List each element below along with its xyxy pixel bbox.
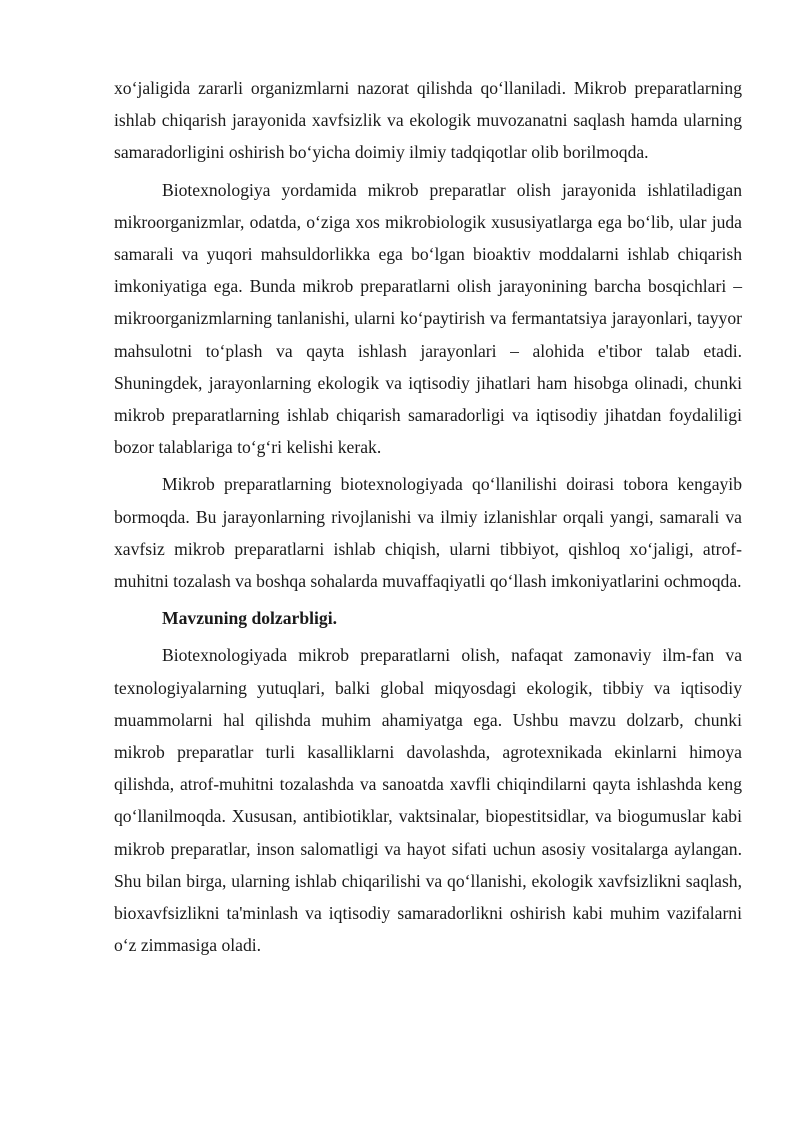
paragraph-continuation: xoʻjaligida zararli organizmlarni nazorat qilishda qoʻllaniladi. Mikrob preparatlarning ishlab chiqarish jarayonida xavfsizlik va ekologik muvozanatni saqlash hamda ularning samaradorligini oshirish boʻyicha doimiy ilmiy tadqiqotlar olib borilmoqda. — [114, 78, 742, 163]
paragraph-applications: Mikrob preparatlarning biotexnologiyada qoʻllanilishi doirasi tobora kengayib bormoqda. Bu jarayonlarning rivojlanishi va ilmiy izlanishlar orqali yangi, samarali va xavfsiz mikrob preparatlarni ishlab chiqish, ularni tibbiyot, qishloq xoʻjaligi, atrof-muhitni tozalash va boshqa sohalarda muvaffaqiyatli qoʻllash imkoniyatlarini ochmoqda. — [114, 474, 742, 592]
section-heading: Mavzuning dolzarbligi. — [162, 608, 337, 629]
paragraph-biotechnology-microorganisms: Biotexnologiya yordamida mikrob preparatlar olish jarayonida ishlatiladigan mikroorganizmlar, odatda, oʻziga xos mikrobiologik xususiyatlarga ega boʻlib, ular juda samarali va yuqori mahsuldorlikka ega boʻlgan bioaktiv moddalarni ishlab chiqarish imkoniyatiga ega. Bunda mikrob preparatlarni olish jarayonining barcha bosqichlari – mikroorganizmlarning tanlanishi, ularni koʻpaytirish va fermantatsiya jarayonlari, tayyor mahsulotni toʻplash va qayta ishlash jarayonlari – alohida e'tibor talab etadi. Shuningdek, jarayonlarning ekologik va iqtisodiy jihatlari ham hisobga olinadi, chunki mikrob preparatlarning ishlab chiqarish samaradorligi va iqtisodiy jihatdan foydaliligi bozor talablariga toʻgʻri kelishi kerak. — [114, 179, 742, 458]
document-page — [114, 72, 742, 966]
paragraph-relevance: Biotexnologiyada mikrob preparatlarni olish, nafaqat zamonaviy ilm-fan va texnologiyalarning yutuqlari, balki global miqyosdagi ekologik, tibbiy va iqtisodiy muammolarni hal qilishda muhim ahamiyatga ega. Ushbu mavzu dolzarb, chunki mikrob preparatlar turli kasalliklarni davolashda, agrotexnikada ekinlarni himoya qilishda, atrof-muhitni tozalashda va sanoatda xavfli chiqindilarni qayta ishlashda keng qoʻllanilmoqda. Xususan, antibiotiklar, vaktsinalar, biopestitsidlar, va biogumuslar kabi mikrob preparatlar, inson salomatligi va hayot sifati uchun asosiy vositalarga aylangan. Shu bilan birga, ularning ishlab chiqarilishi va qoʻllanishi, ekologik xavfsizlikni saqlash, bioxavfsizlikni ta'minlash va iqtisodiy samaradorlikni oshirish kabi muhim vazifalarni oʻz zimmasiga oladi. — [114, 645, 742, 956]
